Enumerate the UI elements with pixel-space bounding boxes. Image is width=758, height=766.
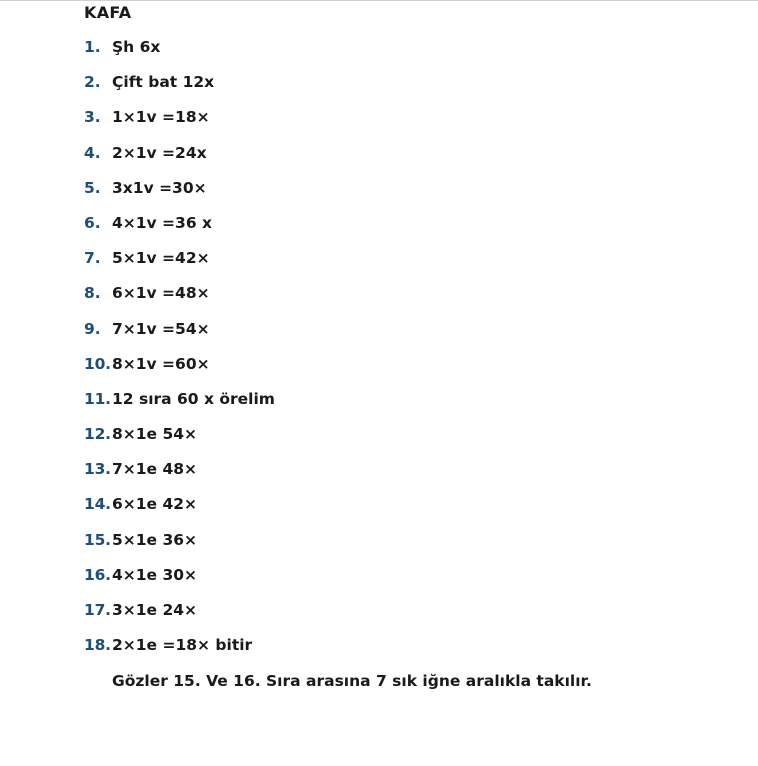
step-number: 5. [84, 178, 101, 197]
step-number: 14. [84, 495, 111, 514]
eye-placement-note: Gözler 15. Ve 16. Sıra arasına 7 sık iğne aralıkla takılır. [112, 672, 592, 690]
step-number: 7. [84, 249, 101, 268]
step-text: 3×1e 24× [112, 601, 198, 619]
step-text: 7×1v =54× [112, 319, 210, 338]
step-number: 11. [84, 389, 111, 408]
step-text: 5×1e 36× [112, 530, 198, 549]
step-number: 10. [84, 354, 111, 373]
step-number: 12. [84, 425, 111, 444]
step-text: 2×1v =24x [112, 143, 207, 162]
step-number: 18. [84, 636, 111, 655]
step-text: 3x1v =30× [112, 178, 207, 197]
step-text: 5×1v =42× [112, 249, 210, 268]
step-text: 4×1e 30× [112, 565, 198, 584]
step-number: 6. [84, 213, 101, 232]
step-text: 1×1v =18× [112, 108, 210, 127]
step-text: 12 sıra 60 x örelim [112, 389, 275, 408]
step-text: 6×1e 42× [112, 495, 198, 514]
step-text: 8×1v =60× [112, 354, 210, 373]
step-number: 13. [84, 460, 111, 479]
step-text: 8×1e 54× [112, 425, 198, 444]
step-text: 2×1e =18× bitir [112, 636, 253, 655]
step-number: 15. [84, 530, 111, 549]
step-number: 16. [84, 565, 111, 584]
step-text: Şh 6x [112, 38, 161, 56]
step-text: 7×1e 48× [112, 460, 198, 479]
step-text: Çift bat 12x [112, 73, 215, 92]
step-number: 17. [84, 601, 111, 619]
step-number: 1. [84, 38, 101, 56]
step-number: 4. [84, 143, 101, 162]
step-number: 2. [84, 73, 101, 92]
step-number: 3. [84, 108, 101, 127]
step-text: 4×1v =36 x [112, 213, 213, 232]
step-number: 8. [84, 284, 101, 303]
document-title: KAFA [84, 3, 132, 22]
step-text: 6×1v =48× [112, 284, 210, 303]
step-number: 9. [84, 319, 101, 338]
